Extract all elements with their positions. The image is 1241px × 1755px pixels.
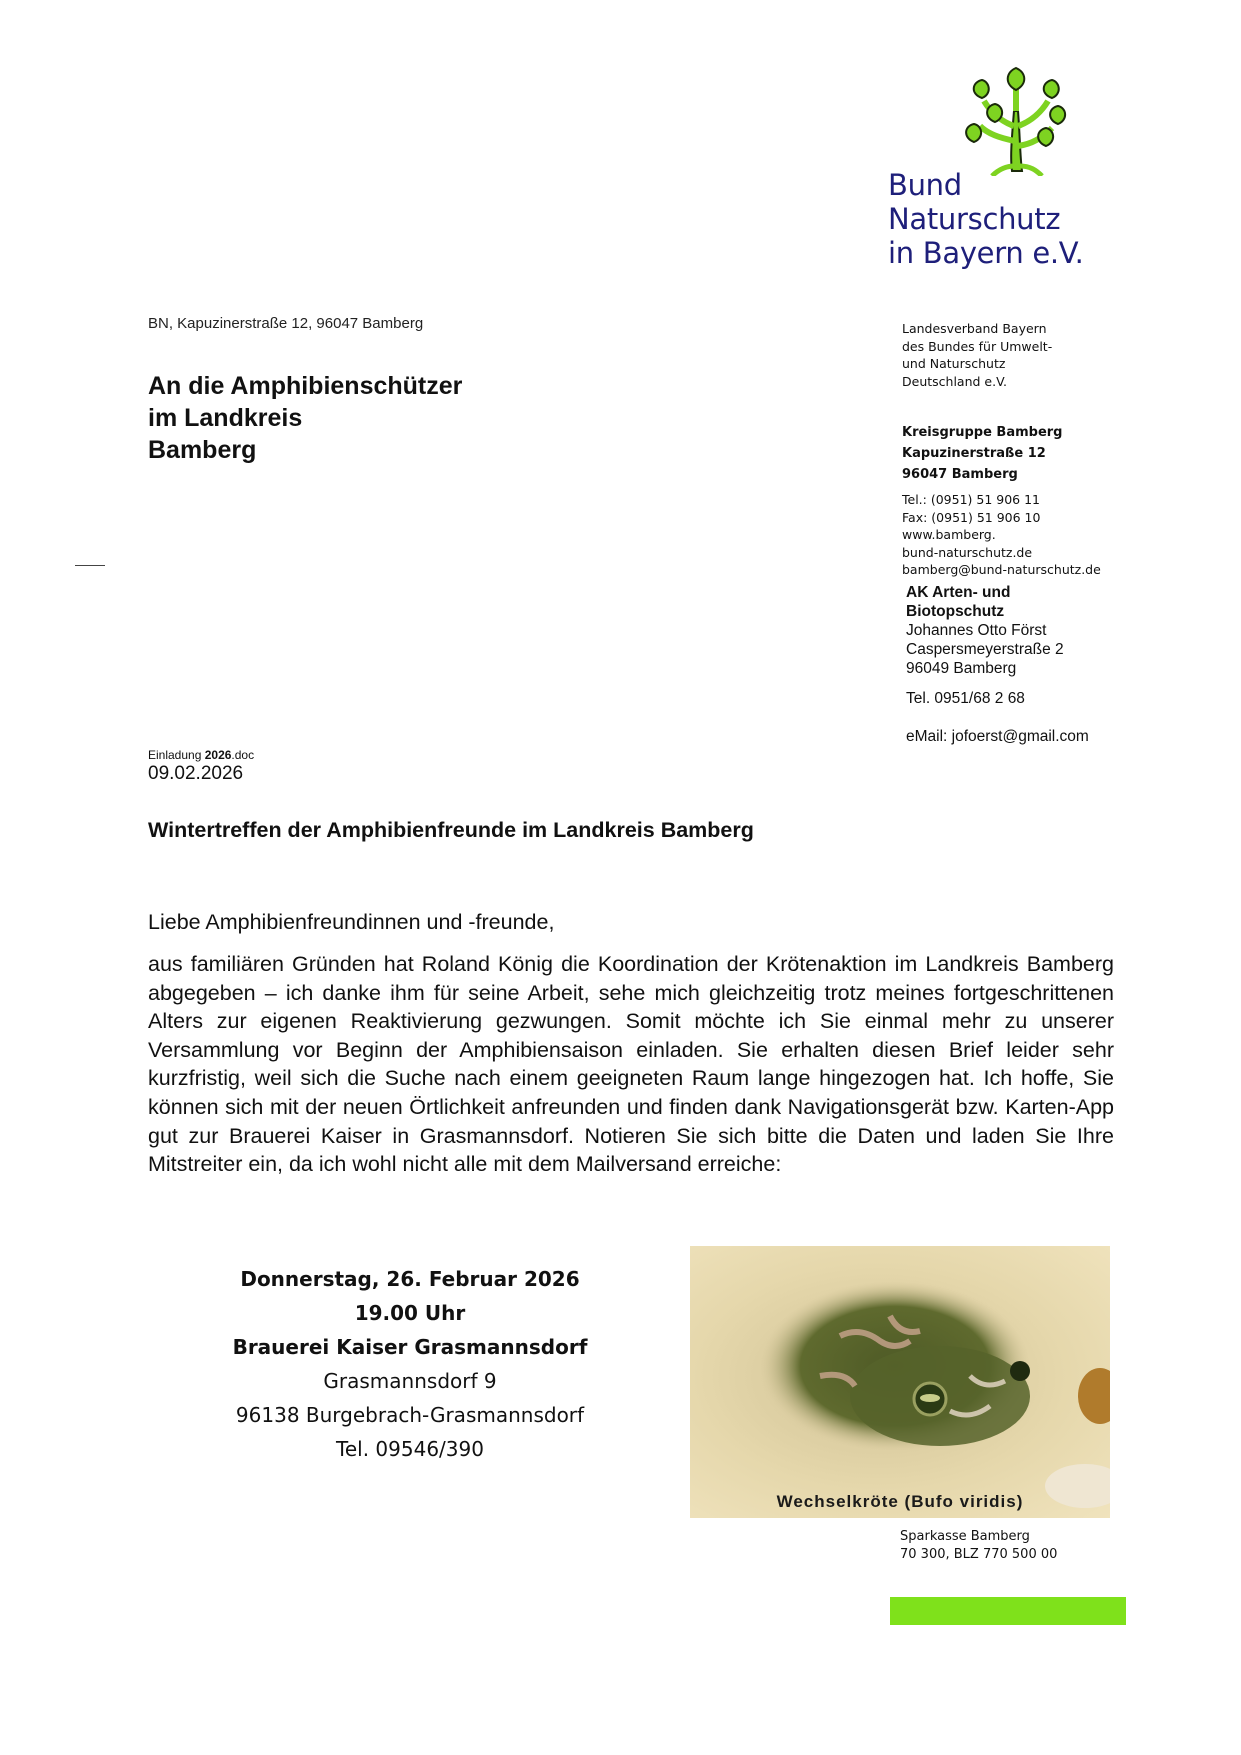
verband-line: Deutschland e.V. [902, 373, 1007, 389]
letter-subject: Wintertreffen der Amphibienfreunde im Landkreis Bamberg [148, 818, 754, 842]
event-time: 19.00 Uhr [354, 1301, 466, 1325]
bank-details [900, 1528, 1057, 1564]
contact-email: bamberg@bund-naturschutz.de [902, 562, 1101, 577]
filename-ext: .doc [231, 748, 255, 762]
verband-line: des Bundes für Umwelt- [902, 338, 1053, 354]
sidebar-contact [902, 491, 1101, 579]
sidebar-verband [902, 320, 1052, 390]
sidebar-kreisgruppe [902, 422, 1063, 485]
event-venue: Brauerei Kaiser Grasmannsdorf [232, 1335, 588, 1359]
ak-phone: Tel. 0951/68 2 68 [906, 690, 1025, 707]
kreis-line: Kreisgruppe Bamberg [902, 425, 1063, 440]
fold-mark [75, 565, 105, 566]
ak-email: eMail: jofoerst@gmail.com [906, 728, 1089, 745]
event-details [200, 1262, 620, 1466]
event-street: Grasmannsdorf 9 [323, 1369, 497, 1393]
document-filename [148, 748, 254, 762]
toad-illustration [690, 1246, 1110, 1518]
verband-line: und Naturschutz [902, 356, 1006, 371]
logo-wordmark [888, 168, 1084, 270]
filename-year: 2026 [204, 748, 232, 762]
ak-address-line: Caspersmeyerstraße 2 [906, 641, 1064, 658]
ak-title: Biotopschutz [906, 603, 1005, 620]
bank-account: 70 300, BLZ 770 500 00 [900, 1547, 1058, 1562]
recipient-line: An die Amphibienschützer [148, 372, 463, 400]
filename-prefix: Einladung [148, 748, 205, 762]
logo-line: Naturschutz [888, 202, 1061, 236]
accent-bar [890, 1597, 1126, 1625]
sender-return-address: BN, Kapuzinerstraße 12, 96047 Bamberg [148, 315, 424, 332]
linden-tree-icon [960, 66, 1070, 176]
ak-address-line: Johannes Otto Först [906, 622, 1047, 639]
recipient-address [148, 370, 462, 466]
green-toad-photo [690, 1246, 1110, 1518]
event-date: Donnerstag, 26. Februar 2026 [240, 1267, 580, 1291]
event-city: 96138 Burgebrach-Grasmannsdorf [235, 1403, 585, 1427]
contact-web: bund-naturschutz.de [902, 544, 1033, 560]
letter-salutation: Liebe Amphibienfreundinnen und -freunde, [148, 910, 555, 934]
contact-web: www.bamberg. [902, 527, 996, 542]
letter-body: aus familiären Gründen hat Roland König die Koordination der Krötenaktion im Landkreis Bamberg abgegeben – ich danke ihm für seine Arbeit, sehe mich gleichzeitig trotz meines fortgeschrittenen Alters zur eigenen Reaktivierung gezwungen. Somit möchte ich Sie einmal mehr zu unserer Versammlung vor Beginn der Amphibiensaison einladen. Sie erhalten diesen Brief leider sehr kurzfristig, weil sich die Suche nach einem geeigneten Raum lange hingezogen hat. Ich hoffe, Sie können sich mit der neuen Örtlichkeit anfreunden und finden dank Navigationsgerät bzw. Karten-App gut zur Brauerei Kaiser in Grasmannsdorf. Notieren Sie sich bitte die Daten und laden Sie Ihre Mitstreiter ein, da ich wohl nicht alle mit dem Mailversand erreiche: [148, 952, 1114, 1177]
logo-line: Bund [888, 168, 962, 202]
recipient-line: im Landkreis [148, 404, 303, 432]
kreis-line: 96047 Bamberg [902, 467, 1018, 482]
contact-fax: Fax: (0951) 51 906 10 [902, 509, 1041, 525]
bank-name: Sparkasse Bamberg [900, 1529, 1030, 1544]
contact-phone: Tel.: (0951) 51 906 11 [902, 492, 1040, 507]
event-phone: Tel. 09546/390 [336, 1437, 484, 1461]
kreis-line: Kapuzinerstraße 12 [902, 446, 1046, 461]
ak-address-line: 96049 Bamberg [906, 660, 1017, 677]
verband-line: Landesverband Bayern [902, 321, 1047, 336]
logo-line: in Bayern e.V. [888, 236, 1084, 270]
document-date: 09.02.2026 [148, 763, 244, 784]
sidebar-ak [906, 583, 1064, 678]
recipient-line: Bamberg [148, 436, 257, 464]
ak-title: AK Arten- und [906, 584, 1011, 601]
photo-caption: Wechselkröte (Bufo viridis) [776, 1492, 1024, 1511]
